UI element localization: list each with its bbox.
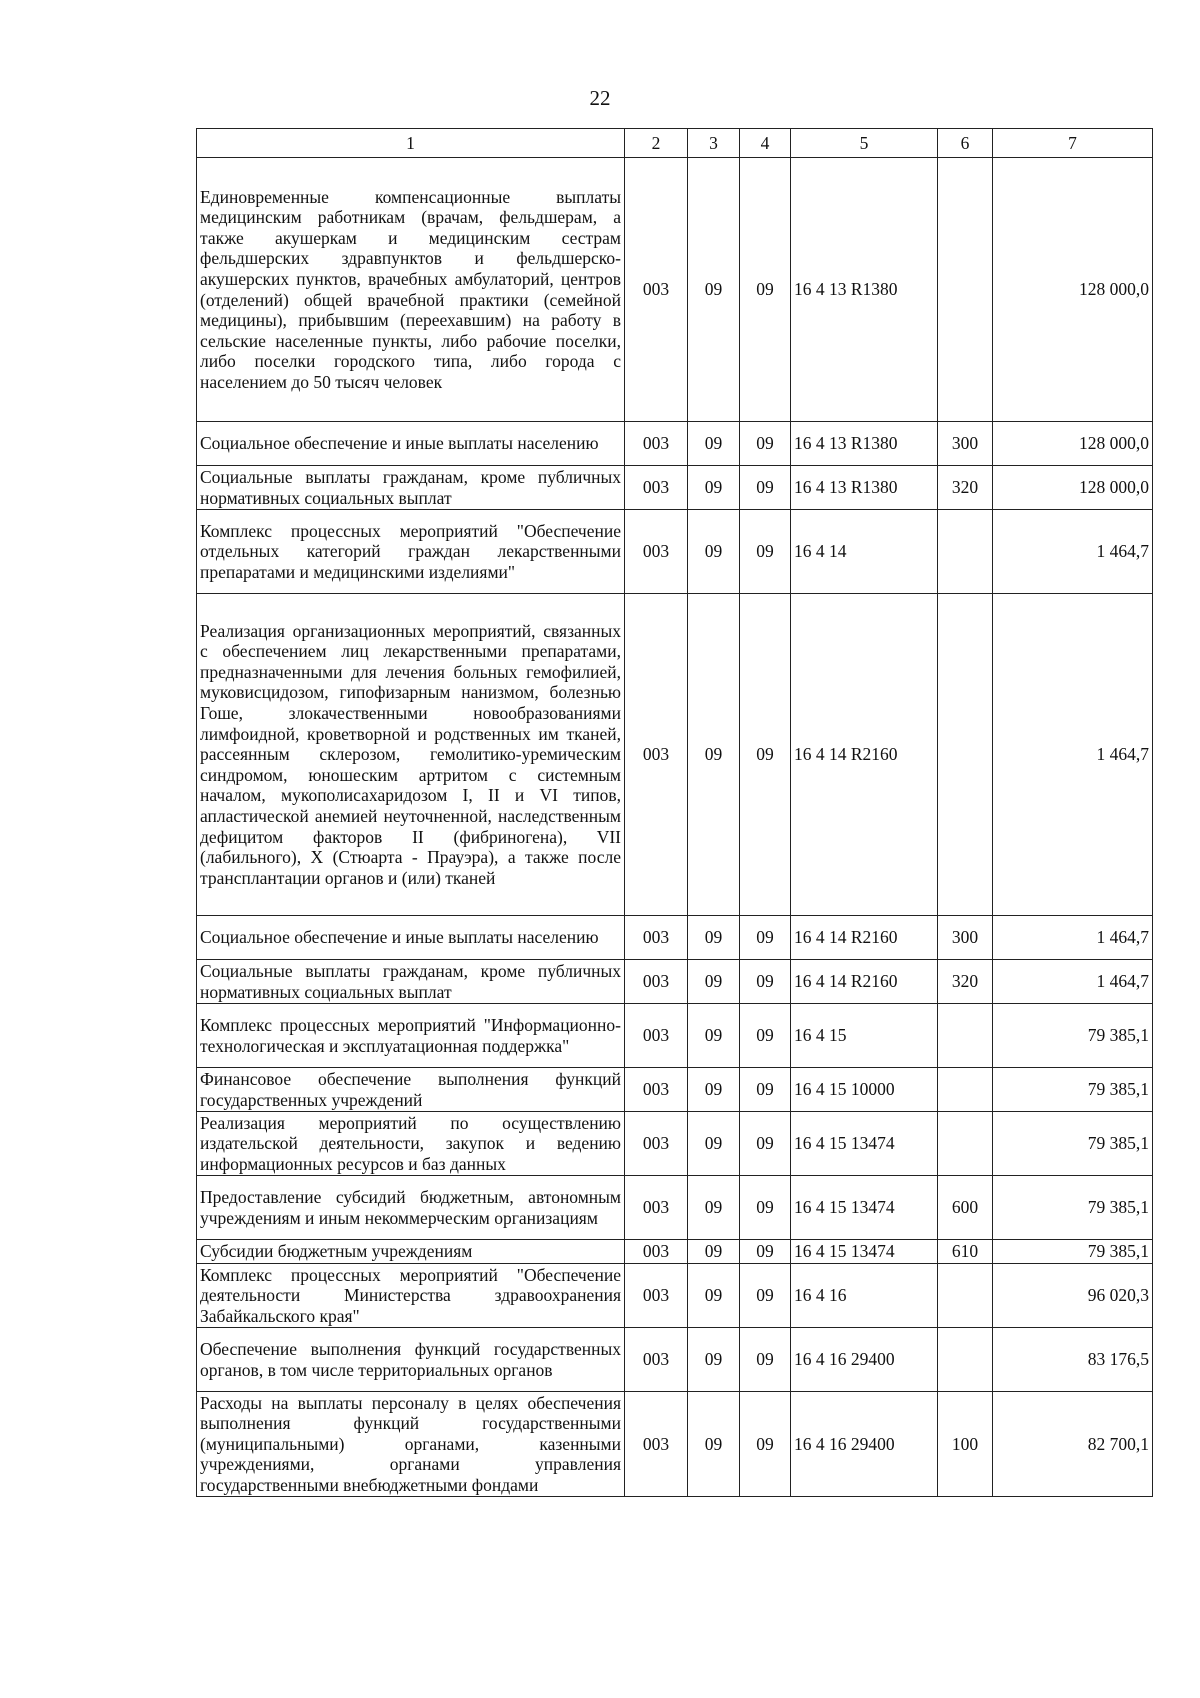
admin-code: 003 — [625, 1328, 688, 1392]
table-row — [197, 1112, 1153, 1176]
amount: 79 385,1 — [993, 1068, 1153, 1112]
expense-type: 320 — [938, 960, 993, 1004]
table-row — [197, 1328, 1153, 1392]
column-header: 5 — [791, 129, 938, 158]
table-row — [197, 916, 1153, 960]
column-header: 4 — [740, 129, 791, 158]
section-code: 09 — [688, 960, 740, 1004]
amount: 128 000,0 — [993, 158, 1153, 422]
amount: 83 176,5 — [993, 1328, 1153, 1392]
header-row — [197, 129, 1153, 158]
admin-code: 003 — [625, 1004, 688, 1068]
admin-code: 003 — [625, 510, 688, 594]
amount: 1 464,7 — [993, 916, 1153, 960]
admin-code: 003 — [625, 466, 688, 510]
subsection-code: 09 — [740, 1264, 791, 1328]
target-article: 16 4 13 R1380 — [791, 466, 938, 510]
section-code: 09 — [688, 466, 740, 510]
admin-code: 003 — [625, 916, 688, 960]
subsection-code: 09 — [740, 1240, 791, 1264]
target-article: 16 4 16 29400 — [791, 1328, 938, 1392]
target-article: 16 4 14 R2160 — [791, 594, 938, 916]
subsection-code: 09 — [740, 1176, 791, 1240]
table-row — [197, 1240, 1153, 1264]
target-article: 16 4 15 13474 — [791, 1240, 938, 1264]
subsection-code: 09 — [740, 594, 791, 916]
row-name: Реализация мероприятий по осуществлению издательской деятельности, закупок и ведению информационных ресурсов и баз данных — [197, 1112, 625, 1176]
table-row — [197, 1004, 1153, 1068]
subsection-code: 09 — [740, 1392, 791, 1497]
subsection-code: 09 — [740, 1068, 791, 1112]
table-row — [197, 158, 1153, 422]
section-code: 09 — [688, 422, 740, 466]
amount: 79 385,1 — [993, 1176, 1153, 1240]
target-article: 16 4 14 — [791, 510, 938, 594]
expense-type: 100 — [938, 1392, 993, 1497]
amount: 79 385,1 — [993, 1004, 1153, 1068]
target-article: 16 4 13 R1380 — [791, 422, 938, 466]
table-row — [197, 594, 1153, 916]
target-article: 16 4 14 R2160 — [791, 960, 938, 1004]
section-code: 09 — [688, 1240, 740, 1264]
row-name: Комплекс процессных мероприятий "Обеспечение деятельности Министерства здравоохранения Забайкальского края" — [197, 1264, 625, 1328]
section-code: 09 — [688, 1004, 740, 1068]
row-name: Социальное обеспечение и иные выплаты населению — [197, 916, 625, 960]
section-code: 09 — [688, 1264, 740, 1328]
expense-type: 600 — [938, 1176, 993, 1240]
subsection-code: 09 — [740, 158, 791, 422]
amount: 79 385,1 — [993, 1240, 1153, 1264]
table-row — [197, 466, 1153, 510]
expense-type — [938, 1004, 993, 1068]
expense-type — [938, 158, 993, 422]
row-name: Единовременные компенсационные выплаты медицинским работникам (врачам, фельдшерам, а также акушеркам и медицинским сестрам фельдшерских здравпунктов и фельдшерско-акушерских пунктов, врачебных амбулаторий, центров (отделений) общей врачебной практики (семейной медицины), прибывшим (переехавшим) на работу в сельские населенные пункты, либо рабочие поселки, либо поселки городского типа, либо города с населением до 50 тысяч человек — [197, 158, 625, 422]
expense-type — [938, 594, 993, 916]
row-name: Социальное обеспечение и иные выплаты населению — [197, 422, 625, 466]
amount: 79 385,1 — [993, 1112, 1153, 1176]
target-article: 16 4 16 — [791, 1264, 938, 1328]
admin-code: 003 — [625, 1112, 688, 1176]
page-number: 22 — [589, 86, 611, 110]
expense-type — [938, 1068, 993, 1112]
admin-code: 003 — [625, 1068, 688, 1112]
amount: 96 020,3 — [993, 1264, 1153, 1328]
amount: 1 464,7 — [993, 510, 1153, 594]
row-name: Предоставление субсидий бюджетным, автономным учреждениям и иным некоммерческим организациям — [197, 1176, 625, 1240]
expense-type — [938, 1112, 993, 1176]
expense-type: 300 — [938, 422, 993, 466]
admin-code: 003 — [625, 158, 688, 422]
expense-type: 320 — [938, 466, 993, 510]
section-code: 09 — [688, 1068, 740, 1112]
admin-code: 003 — [625, 594, 688, 916]
expense-type — [938, 1264, 993, 1328]
target-article: 16 4 13 R1380 — [791, 158, 938, 422]
amount: 1 464,7 — [993, 960, 1153, 1004]
target-article: 16 4 15 13474 — [791, 1112, 938, 1176]
row-name: Финансовое обеспечение выполнения функций государственных учреждений — [197, 1068, 625, 1112]
row-name: Обеспечение выполнения функций государственных органов, в том числе территориальных органов — [197, 1328, 625, 1392]
amount: 128 000,0 — [993, 422, 1153, 466]
target-article: 16 4 16 29400 — [791, 1392, 938, 1497]
row-name: Субсидии бюджетным учреждениям — [197, 1240, 625, 1264]
subsection-code: 09 — [740, 422, 791, 466]
expense-type — [938, 510, 993, 594]
column-header: 6 — [938, 129, 993, 158]
table-row — [197, 422, 1153, 466]
admin-code: 003 — [625, 422, 688, 466]
column-header: 2 — [625, 129, 688, 158]
subsection-code: 09 — [740, 1328, 791, 1392]
target-article: 16 4 15 10000 — [791, 1068, 938, 1112]
table-row — [197, 960, 1153, 1004]
column-header: 3 — [688, 129, 740, 158]
table-row — [197, 1392, 1153, 1497]
admin-code: 003 — [625, 1392, 688, 1497]
section-code: 09 — [688, 1392, 740, 1497]
row-name: Комплекс процессных мероприятий "Обеспечение отдельных категорий граждан лекарственными препаратами и медицинскими изделиями" — [197, 510, 625, 594]
column-header: 1 — [197, 129, 625, 158]
section-code: 09 — [688, 158, 740, 422]
amount: 82 700,1 — [993, 1392, 1153, 1497]
admin-code: 003 — [625, 1264, 688, 1328]
subsection-code: 09 — [740, 1112, 791, 1176]
section-code: 09 — [688, 594, 740, 916]
section-code: 09 — [688, 1176, 740, 1240]
admin-code: 003 — [625, 1240, 688, 1264]
table-row — [197, 1068, 1153, 1112]
budget-table — [196, 128, 1153, 1497]
table-row — [197, 1176, 1153, 1240]
row-name: Комплекс процессных мероприятий "Информационно-технологическая и эксплуатационная поддержка" — [197, 1004, 625, 1068]
target-article: 16 4 15 — [791, 1004, 938, 1068]
row-name: Социальные выплаты гражданам, кроме публичных нормативных социальных выплат — [197, 466, 625, 510]
section-code: 09 — [688, 1328, 740, 1392]
section-code: 09 — [688, 510, 740, 594]
subsection-code: 09 — [740, 466, 791, 510]
expense-type — [938, 1328, 993, 1392]
row-name: Расходы на выплаты персоналу в целях обеспечения выполнения функций государственными (муниципальными) органами, казенными учреждениями, органами управления государственными внебюджетными фондами — [197, 1392, 625, 1497]
row-name: Социальные выплаты гражданам, кроме публичных нормативных социальных выплат — [197, 960, 625, 1004]
target-article: 16 4 15 13474 — [791, 1176, 938, 1240]
amount: 1 464,7 — [993, 594, 1153, 916]
admin-code: 003 — [625, 1176, 688, 1240]
target-article: 16 4 14 R2160 — [791, 916, 938, 960]
subsection-code: 09 — [740, 916, 791, 960]
subsection-code: 09 — [740, 1004, 791, 1068]
table-row — [197, 1264, 1153, 1328]
admin-code: 003 — [625, 960, 688, 1004]
section-code: 09 — [688, 916, 740, 960]
expense-type: 610 — [938, 1240, 993, 1264]
subsection-code: 09 — [740, 510, 791, 594]
column-header: 7 — [993, 129, 1153, 158]
expense-type: 300 — [938, 916, 993, 960]
table-row — [197, 510, 1153, 594]
amount: 128 000,0 — [993, 466, 1153, 510]
row-name: Реализация организационных мероприятий, связанных с обеспечением лиц лекарственными препаратами, предназначенными для лечения больных гемофилией, муковисцидозом, гипофизарным нанизмом, болезнью Гоше, злокачественными новообразованиями лимфоидной, кроветворной и родственных им тканей, рассеянным склерозом, гемолитико-уремическим синдромом, юношеским артритом с системным началом, мукополисахаридозом I, II и VI типов, апластической анемией неуточненной, наследственным дефицитом факторов II (фибриногена), VII (лабильного), X (Стюарта - Прауэра), а также после трансплантации органов и (или) тканей — [197, 594, 625, 916]
subsection-code: 09 — [740, 960, 791, 1004]
section-code: 09 — [688, 1112, 740, 1176]
